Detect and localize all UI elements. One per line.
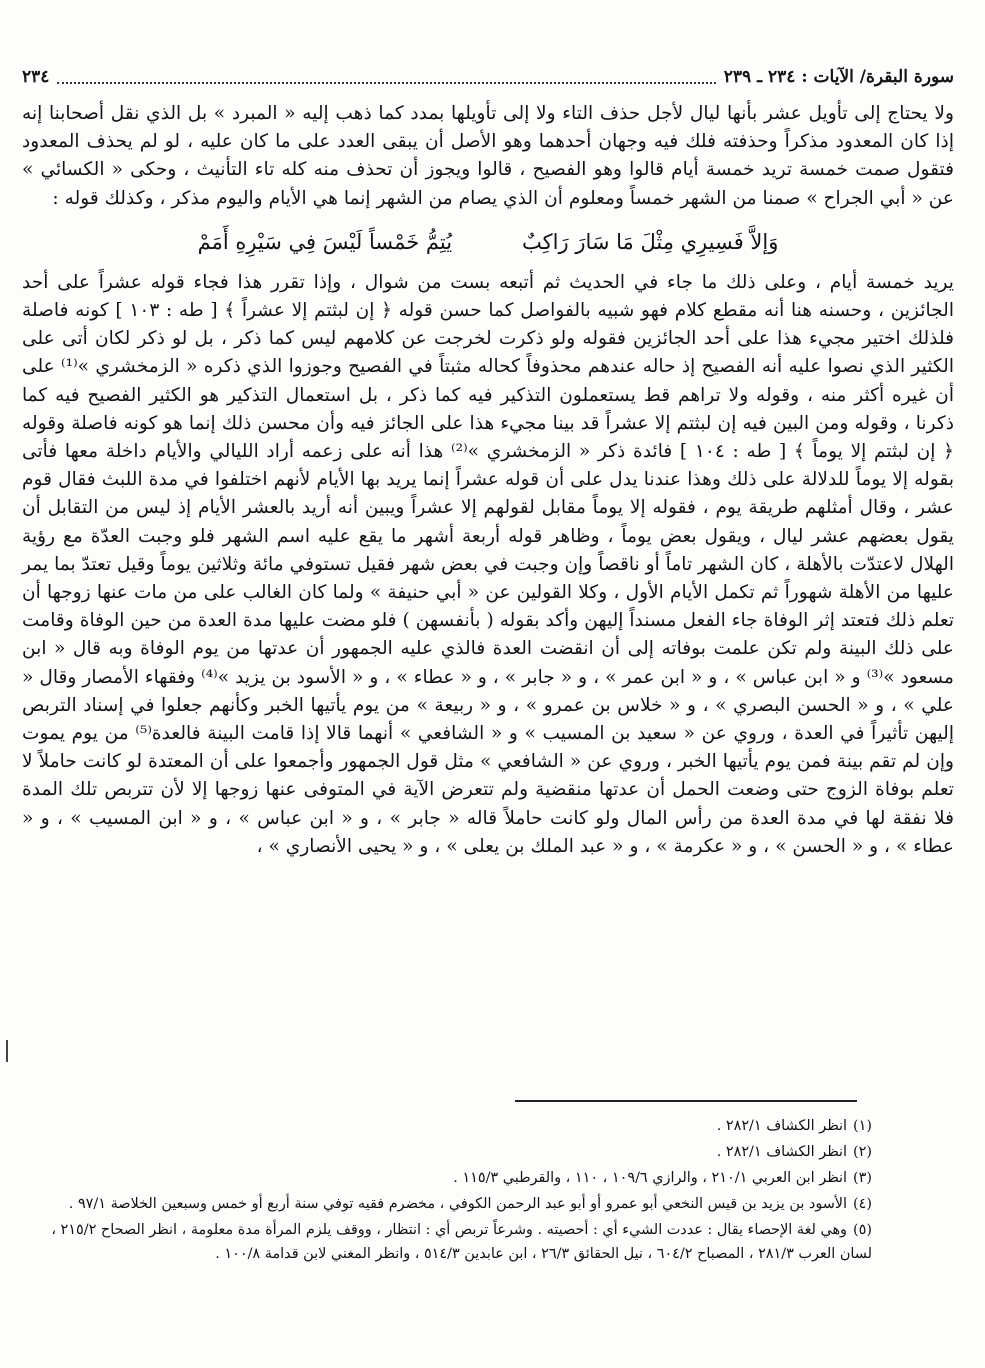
header-title: سورة البقرة/ الآيات : ٢٣٤ ـ ٢٣٩	[723, 67, 954, 87]
footnote-number: (٢)	[853, 1144, 872, 1160]
footnote-item	[22, 1114, 872, 1138]
footnote-item	[22, 1218, 872, 1266]
footnote-separator	[515, 1100, 857, 1102]
running-header	[22, 62, 954, 92]
page-number: ٢٣٤	[22, 67, 50, 87]
footnote-number: (١)	[853, 1118, 872, 1134]
footnote-text: الأسود بن يزيد بن قيس النخعي أبو عمرو أو أبو عبد الرحمن الكوفي ، مخضرم فقيه توفي سنة أربع أو خمس وسبعين الخلاصة ٩٧/١ .	[68, 1196, 848, 1212]
footnote-item	[22, 1140, 872, 1164]
footnotes	[22, 1114, 872, 1268]
footnote-text: انظر الكشاف ٢٨٢/١ .	[716, 1118, 848, 1134]
footnote-text: وهي لغة الإحصاء يقال : عددت الشيء أي : أحصيته . وشرعاً تربص أي : انتظار ، ووقف يلزم المرأة مدة معلومة ، انظر الصحاح ٢١٥/٢ ، لسان العرب ٢٨١/٣ ، المصباح ٦٠٤/٢ ، نيل الحقائق ٢٦/٣ ، ابن عابدين ٥١٤/٣ ، وانظر المغني لابن قدامة ١٠٠/٨ .	[51, 1222, 872, 1262]
footnote-text: انظر الكشاف ٢٨٢/١ .	[716, 1144, 848, 1160]
footnote-item	[22, 1166, 872, 1190]
paragraph: يريد خمسة أيام ، وعلى ذلك ما جاء في الحديث ثم أتبعه بست من شوال ، وإذا تقرر هذا فجاء قوله عشراً على أحد الجائزين ، وحسنه هنا أنه مقطع كلام فهو شبيه بالفواصل كما حسن قوله ﴿ إن لبثتم إلا عشراً ﴾ [ طه : ١٠٣ ] كونه فاصلة فلذلك اختير مجيء هذا على أحد الجائزين فقوله ولو ذكرت لخرجت عن كلامهم ليس كما ذكر ، بل لو ذكر لكان أتى على الكثير الذي نصوا عليه أنه الفصيح إذ حاله عندهم محذوفاً كحاله مثبتاً في الفصيح وجوزوا الذي ذكره « الزمخشري »⁽¹⁾ على أن غيره أكثر منه ، وقوله ولا تراهم قط يستعملون التذكير فيه كما ذكر ، بل استعمال التذكير هو الكثير الفصيح فيه كما ذكرنا ، وقوله ومن البين فيه إن لبثتم إلا عشراً قد بينا مجيء هذا على الجائز فيه وأن محسن ذلك إنما هو كونه فاصلة وقوله ﴿ إن لبثتم إلا يوماً ﴾ [ طه : ١٠٤ ] فائدة ذكر « الزمخشري »⁽²⁾ هذا أنه على زعمه أراد الليالي والأيام داخلة معها فأتى بقوله إلا يوماً للدلالة على ذلك وهذا عندنا يدل على أن قوله عشراً إنما يريد بها الأيام لأنهم اختلفوا في مدة اللبث فقال قوم عشر ، وقال أمثلهم طريقة يوم ، فقوله إلا يوماً مقابل لقولهم إلا عشراً ويبين أنه أريد بالعشر الأيام إذ ليس من التقابل أن يقول بعضهم عشر ليال ، ويقول بعض يوماً ، وظاهر قوله أربعة أشهر ما يقع عليه اسم الشهر فلو وجبت العدّة مع رؤية الهلال لاعتدّت بالأهلة ، كان الشهر تاماً أو ناقصاً وإن وجبت في بعض شهر فقيل تستوفي مائة وثلاثين يوماً وقيل تعتدّ بما يمر عليها من الأهلة شهوراً ثم تكمل الأيام الأول ، وكلا القولين عن « أبي حنيفة » ولما كان الغالب على من مات عنها زوجها أن تعلم ذلك فتعتد إثر الوفاة جاء الفعل مسنداً إليهن وأكد بقوله ( بأنفسهن ) فلو مضت عليها مدة العدة من حين الوفاة وقامت على ذلك البينة ولم تكن علمت بوفاته إلى أن انقضت العدة فالذي عليه الجمهور أن عدتها من يوم الوفاة وبه قال « ابن مسعود »⁽³⁾ و « ابن عباس » ، و « ابن عمر » ، و « جابر » ، و « عطاء » ، و « الأسود بن يزيد »⁽⁴⁾ وفقهاء الأمصار وقال « علي » ، و « الحسن البصري » ، و « خلاس بن عمرو » ، و « ربيعة » من يوم يأتيها الخبر وكأنهم جعلوا في إسناد التربص إليهن تأثيراً في العدة ، وروي عن « سعيد بن المسيب » و « الشافعي » أنهما قالا إذا قامت البينة فالعدة⁽⁵⁾ من يوم يموت وإن لم تقم بينة فمن يوم يأتيها الخبر ، وروي عن « الشافعي » مثل قول الجمهور وأجمعوا على أن المعتدة لو كانت حاملاً لا تعلم بوفاة الزوج حتى وضعت الحمل أن عدتها منقضية ولم تتعرض الآية في المتوفى عنها زوجها إلا لأن تتربص تلك المدة فلا نفقة لها في مدة العدة من رأس المال ولو كانت حاملاً قاله « جابر » ، و « ابن عباس » ، و « ابن المسيب » ، و « عطاء » ، و « الحسن » ، و « عكرمة » ، و « عبد الملك بن يعلى » ، و « يحيى الأنصاري » ،	[22, 271, 955, 857]
verse-first-hemistich: وَإلاَّ فَسِيرِي مِثْلَ مَا سَارَ رَاكِبٌ	[522, 229, 779, 254]
header-dotted-leader	[57, 70, 715, 84]
verse-second-hemistich: يُتِمُّ خَمْساً لَيْسَ فِي سَيْرِهِ أَمَمْ	[197, 229, 453, 254]
poetry-verse	[22, 227, 954, 257]
paragraph: ولا يحتاج إلى تأويل عشر بأنها ليال لأجل حذف التاء ولا إلى تأويلها بمدد كما ذهب إليه « المبرد » بل الذي نقل أصحابنا إنه إذا كان المعدود مذكراً وحذفته فلك فيه وجهان أحدهما وهو الأصل أن يبقى العدد على ما كان عليه ، لو لم يحذف المعدود فتقول صمت خمسة تريد خمسة أيام قالوا وهو الفصيح ، قالوا ويجوز أن تحذف منه كله تاء التأنيث ، وحكى « الكسائي » عن « أبي الجراح » صمنا من الشهر خمساً ومعلوم أن الذي يصام من الشهر إنما هي الأيام واليوم مذكر ، وكذلك قوله :	[22, 103, 955, 209]
scan-edge-mark	[6, 1040, 8, 1062]
footnote-number: (٤)	[853, 1196, 872, 1212]
footnote-text: انظر ابن العربي ٢١٠/١ ، والرازي ١٠٩/٦ ، ١١٠ ، والقرطبي ١١٥/٣ .	[453, 1170, 848, 1186]
footnote-item	[22, 1192, 872, 1216]
footnote-number: (٥)	[853, 1222, 872, 1238]
footnote-number: (٣)	[853, 1170, 872, 1186]
main-text	[22, 100, 954, 861]
